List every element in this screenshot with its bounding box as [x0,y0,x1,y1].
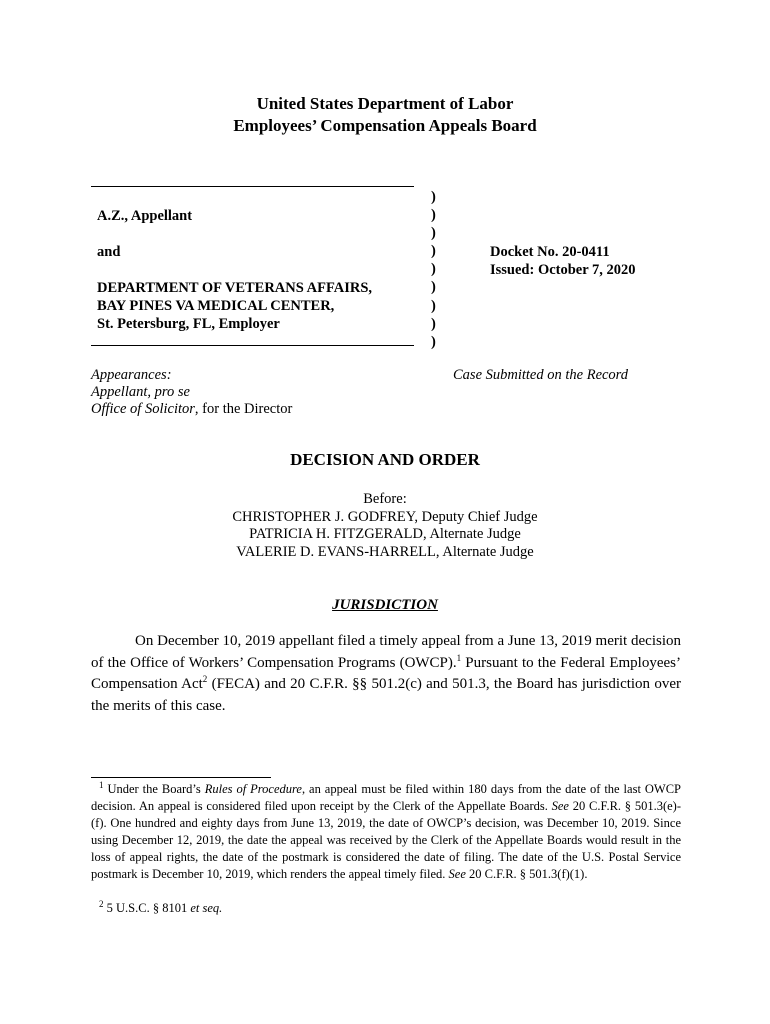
footnote-separator [91,777,271,778]
employer-line-2: BAY PINES VA MEDICAL CENTER, [97,298,335,314]
footnote-1 [91,781,681,884]
appearance-appellant: Appellant, pro se [91,384,190,400]
caption-bottom-rule [91,345,414,346]
paren: ) [431,315,436,332]
footnote-1-rules: Rules of Procedure [204,782,302,796]
caption-top-rule [91,186,414,187]
paren: ) [431,333,436,350]
paren: ) [431,279,436,296]
paren: ) [431,261,436,278]
employer-line-3: St. Petersburg, FL, Employer [97,316,280,332]
footnote-1-text: 20 C.F.R. § 501.3(e)-(f). One hundred and eighty days from June 13, 2019, the date of OWCP’s decision, was December 10, 2019. Since using December 12, 2019, the date the appeal was received by the Clerk of the Appellate Boards would result in the loss of appeal rights, the date of the postmark is considered the date of filing. The date of the U.S. Postal Service postmark is December 10, 2019, which renders the appeal timely filed. [91,799,681,882]
footnote-ref-2[interactable]: 2 [202,674,208,684]
jurisdiction-heading: JURISDICTION [332,597,438,613]
jurisdiction-text-2: Pursuant to the Federal Employees’ Compensation Act [91,654,681,692]
footnote-1-text: , an appeal must be filed within 180 days from the date of the last OWCP decision. An appeal is considered filed upon receipt by the Clerk of the Appellate Boards. [91,782,681,814]
agency-title: United States Department of Labor [256,94,514,113]
judge-3: VALERIE D. EVANS-HARRELL, Alternate Judge [236,543,534,560]
paren: ) [431,243,436,260]
paren: ) [431,225,436,242]
caption-and: and [97,244,121,260]
appellant-name: A.Z., Appellant [97,208,193,224]
board-title: Employees’ Compensation Appeals Board [233,116,537,135]
footnote-2-number: 2 [99,898,104,909]
footnote-1-see: See [551,799,569,814]
judge-2: PATRICIA H. FITZGERALD, Alternate Judge [249,526,521,542]
jurisdiction-text-3: (FECA) and 20 C.F.R. §§ 501.2(c) and 501.3, the Board has jurisdiction over the merits of this case. [91,676,682,714]
footnote-ref-1[interactable]: 1 [456,652,462,663]
docket-number: Docket No. 20-0411 [490,244,610,260]
footnote-1-number: 1 [99,779,104,790]
appearance-solicitor [91,401,292,418]
footnote-2 [99,900,222,917]
jurisdiction-paragraph [91,631,681,717]
footnote-2-et-seq: et seq. [190,901,223,915]
footnote-2-text: 5 U.S.C. § 8101 [103,901,191,915]
decision-title: DECISION AND ORDER [290,450,480,469]
paren: ) [431,297,436,314]
paren: ) [431,207,436,224]
judge-1: CHRISTOPHER J. GODFREY, Deputy Chief Judge [232,508,538,525]
appearances-block [91,367,292,418]
footnote-1-see: See [448,867,466,882]
footnote-1-text: 20 C.F.R. § 501.3(f)(1). [465,867,588,882]
footnote-1-text: Under the Board’s [103,782,205,796]
submission-note: Case Submitted on the Record [453,367,629,383]
solicitor-office: Office of Solicitor [91,401,195,417]
paren: ) [431,189,436,205]
employer-line-1: DEPARTMENT OF VETERANS AFFAIRS, [97,280,373,296]
appearances-heading: Appearances: [91,367,172,383]
caption-paren-column [431,188,436,351]
jurisdiction-text-1: On December 10, 2019 appellant filed a timely appeal from a June 13, 2019 merit decision of the Office of Workers’ Compensation Programs (OWCP). [91,633,681,671]
before-label: Before: [363,491,407,507]
issued-date: Issued: October 7, 2020 [490,262,636,278]
solicitor-role: , for the Director [194,401,293,417]
judge-panel [0,491,770,561]
